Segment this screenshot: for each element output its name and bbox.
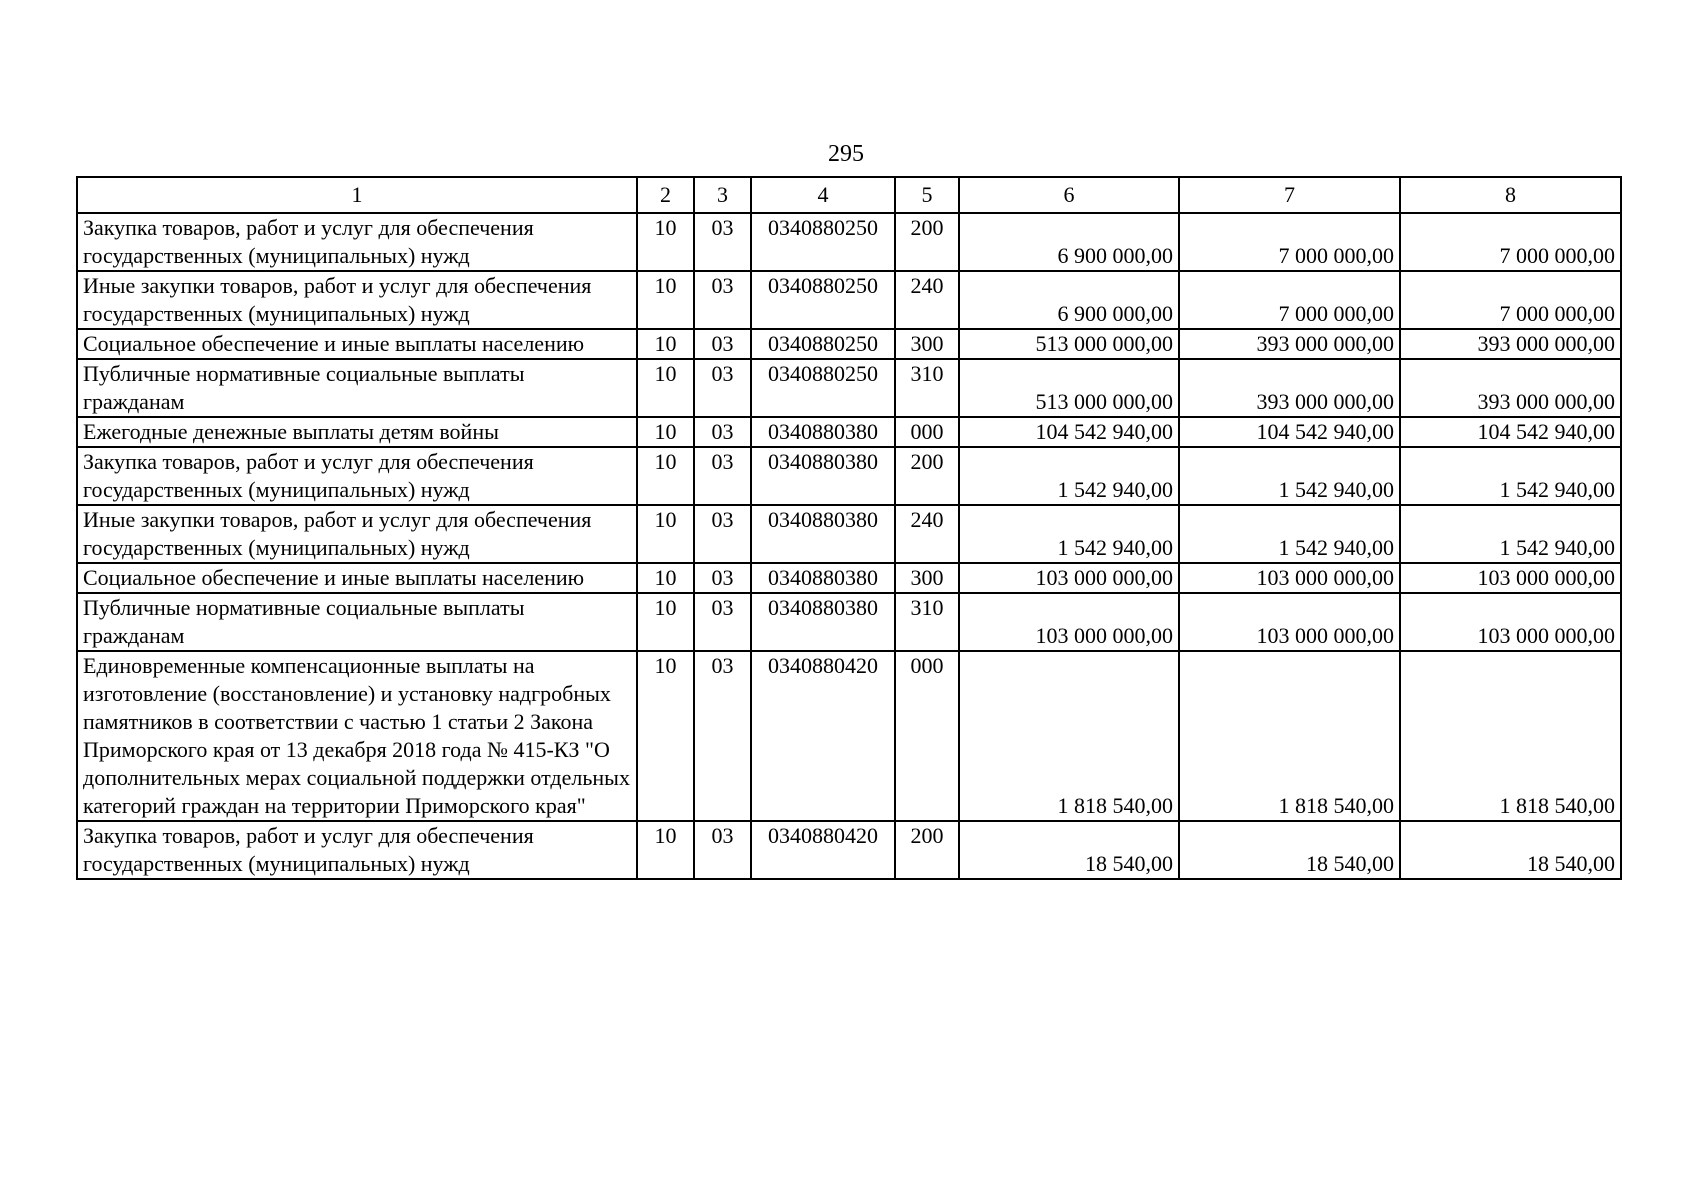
section-code: 10	[637, 821, 694, 879]
table-row	[77, 821, 1621, 879]
target-article-code: 0340880380	[751, 417, 895, 447]
amount-col-6: 18 540,00	[959, 821, 1179, 879]
row-name: Публичные нормативные социальные выплаты гражданам	[77, 593, 637, 651]
section-code: 10	[637, 329, 694, 359]
amount-col-7: 1 818 540,00	[1179, 651, 1400, 821]
section-code: 10	[637, 505, 694, 563]
table-row	[77, 359, 1621, 417]
amount-col-6: 513 000 000,00	[959, 359, 1179, 417]
amount-col-6: 103 000 000,00	[959, 563, 1179, 593]
table-row	[77, 563, 1621, 593]
amount-col-7: 7 000 000,00	[1179, 213, 1400, 271]
column-header-6: 6	[959, 177, 1179, 213]
amount-col-8: 103 000 000,00	[1400, 563, 1621, 593]
section-code: 10	[637, 563, 694, 593]
expense-type-code: 240	[895, 505, 959, 563]
section-code: 10	[637, 359, 694, 417]
section-code: 10	[637, 213, 694, 271]
amount-col-8: 103 000 000,00	[1400, 593, 1621, 651]
table-row	[77, 417, 1621, 447]
target-article-code: 0340880420	[751, 651, 895, 821]
amount-col-7: 1 542 940,00	[1179, 447, 1400, 505]
row-name: Социальное обеспечение и иные выплаты населению	[77, 563, 637, 593]
amount-col-8: 1 818 540,00	[1400, 651, 1621, 821]
target-article-code: 0340880250	[751, 329, 895, 359]
column-header-1: 1	[77, 177, 637, 213]
subsection-code: 03	[694, 505, 751, 563]
row-name: Социальное обеспечение и иные выплаты населению	[77, 329, 637, 359]
section-code: 10	[637, 417, 694, 447]
expense-type-code: 200	[895, 213, 959, 271]
target-article-code: 0340880380	[751, 593, 895, 651]
row-name: Ежегодные денежные выплаты детям войны	[77, 417, 637, 447]
row-name: Иные закупки товаров, работ и услуг для обеспечения государственных (муниципальных) нужд	[77, 505, 637, 563]
table-header	[77, 177, 1621, 213]
section-code: 10	[637, 651, 694, 821]
target-article-code: 0340880380	[751, 447, 895, 505]
expense-type-code: 200	[895, 447, 959, 505]
table-row	[77, 651, 1621, 821]
budget-table	[76, 176, 1622, 880]
expense-type-code: 310	[895, 359, 959, 417]
table-body	[77, 213, 1621, 879]
row-name: Иные закупки товаров, работ и услуг для обеспечения государственных (муниципальных) нужд	[77, 271, 637, 329]
expense-type-code: 300	[895, 329, 959, 359]
page-number: 295	[828, 141, 864, 167]
row-name: Закупка товаров, работ и услуг для обеспечения государственных (муниципальных) нужд	[77, 447, 637, 505]
target-article-code: 0340880420	[751, 821, 895, 879]
target-article-code: 0340880250	[751, 271, 895, 329]
amount-col-8: 7 000 000,00	[1400, 271, 1621, 329]
amount-col-7: 18 540,00	[1179, 821, 1400, 879]
column-header-5: 5	[895, 177, 959, 213]
expense-type-code: 000	[895, 651, 959, 821]
table-row	[77, 447, 1621, 505]
amount-col-8: 18 540,00	[1400, 821, 1621, 879]
column-header-8: 8	[1400, 177, 1621, 213]
header-row	[77, 177, 1621, 213]
table-row	[77, 213, 1621, 271]
section-code: 10	[637, 593, 694, 651]
table-row	[77, 505, 1621, 563]
amount-col-6: 1 542 940,00	[959, 505, 1179, 563]
subsection-code: 03	[694, 821, 751, 879]
amount-col-6: 1 542 940,00	[959, 447, 1179, 505]
table-row	[77, 271, 1621, 329]
row-name: Закупка товаров, работ и услуг для обеспечения государственных (муниципальных) нужд	[77, 821, 637, 879]
column-header-2: 2	[637, 177, 694, 213]
amount-col-6: 103 000 000,00	[959, 593, 1179, 651]
column-header-4: 4	[751, 177, 895, 213]
amount-col-6: 513 000 000,00	[959, 329, 1179, 359]
amount-col-6: 6 900 000,00	[959, 271, 1179, 329]
table-row	[77, 593, 1621, 651]
amount-col-8: 393 000 000,00	[1400, 359, 1621, 417]
amount-col-6: 1 818 540,00	[959, 651, 1179, 821]
amount-col-7: 393 000 000,00	[1179, 329, 1400, 359]
subsection-code: 03	[694, 417, 751, 447]
subsection-code: 03	[694, 213, 751, 271]
amount-col-7: 7 000 000,00	[1179, 271, 1400, 329]
table-row	[77, 329, 1621, 359]
amount-col-8: 1 542 940,00	[1400, 447, 1621, 505]
row-name: Публичные нормативные социальные выплаты гражданам	[77, 359, 637, 417]
amount-col-7: 103 000 000,00	[1179, 593, 1400, 651]
subsection-code: 03	[694, 329, 751, 359]
column-header-7: 7	[1179, 177, 1400, 213]
expense-type-code: 310	[895, 593, 959, 651]
subsection-code: 03	[694, 447, 751, 505]
target-article-code: 0340880250	[751, 213, 895, 271]
subsection-code: 03	[694, 563, 751, 593]
amount-col-7: 104 542 940,00	[1179, 417, 1400, 447]
expense-type-code: 000	[895, 417, 959, 447]
subsection-code: 03	[694, 593, 751, 651]
amount-col-8: 393 000 000,00	[1400, 329, 1621, 359]
amount-col-7: 1 542 940,00	[1179, 505, 1400, 563]
amount-col-6: 6 900 000,00	[959, 213, 1179, 271]
section-code: 10	[637, 271, 694, 329]
section-code: 10	[637, 447, 694, 505]
column-header-3: 3	[694, 177, 751, 213]
row-name: Закупка товаров, работ и услуг для обеспечения государственных (муниципальных) нужд	[77, 213, 637, 271]
subsection-code: 03	[694, 359, 751, 417]
row-name: Единовременные компенсационные выплаты на изготовление (восстановление) и установку надгробных памятников в соответствии с частью 1 статьи 2 Закона Приморского края от 13 декабря 2018 года № 415-КЗ "О дополнительных мерах социальной поддержки отдельных категорий граждан на территории Приморского края"	[77, 651, 637, 821]
expense-type-code: 200	[895, 821, 959, 879]
target-article-code: 0340880380	[751, 563, 895, 593]
subsection-code: 03	[694, 271, 751, 329]
amount-col-8: 104 542 940,00	[1400, 417, 1621, 447]
amount-col-7: 103 000 000,00	[1179, 563, 1400, 593]
expense-type-code: 300	[895, 563, 959, 593]
amount-col-6: 104 542 940,00	[959, 417, 1179, 447]
amount-col-8: 1 542 940,00	[1400, 505, 1621, 563]
amount-col-8: 7 000 000,00	[1400, 213, 1621, 271]
subsection-code: 03	[694, 651, 751, 821]
target-article-code: 0340880250	[751, 359, 895, 417]
target-article-code: 0340880380	[751, 505, 895, 563]
amount-col-7: 393 000 000,00	[1179, 359, 1400, 417]
expense-type-code: 240	[895, 271, 959, 329]
